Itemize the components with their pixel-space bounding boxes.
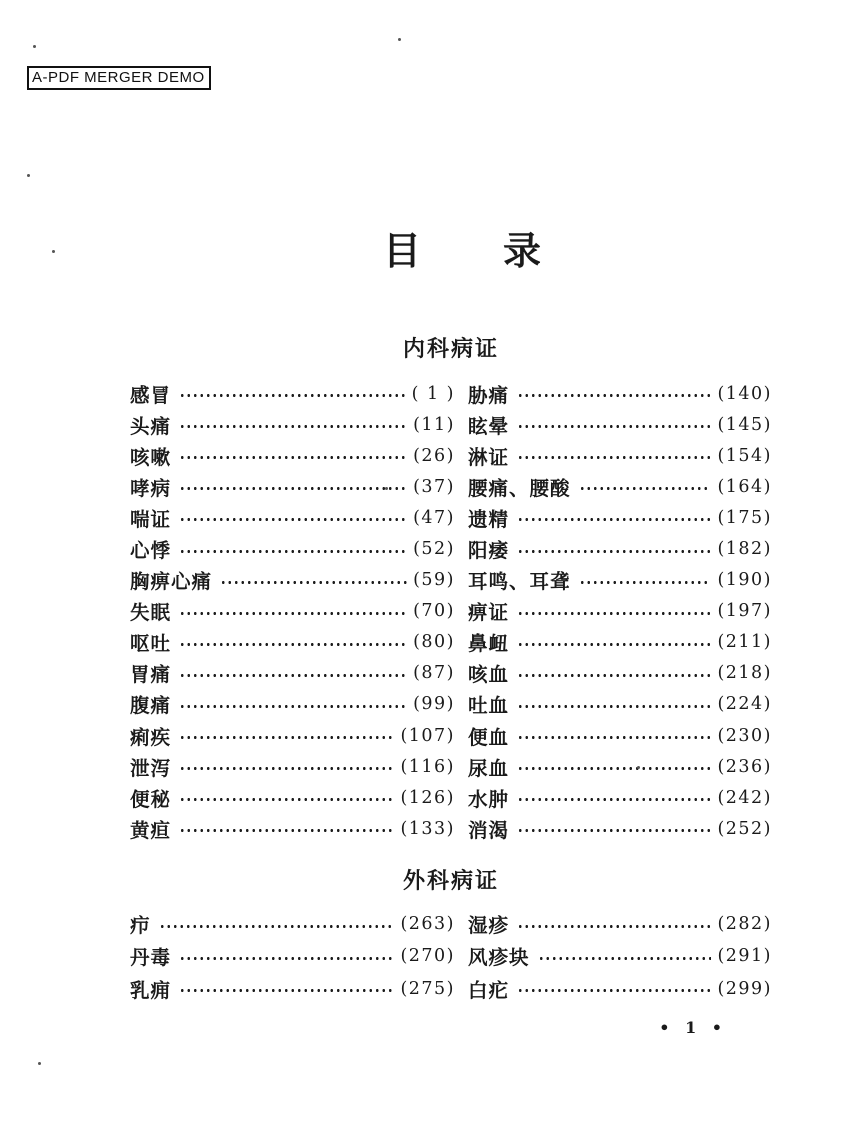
toc-entry [468, 813, 772, 844]
toc-entry-page: (242) [717, 787, 772, 808]
dot-leader [577, 579, 712, 585]
toc-entry-label: 头痛 [130, 414, 172, 438]
dot-leader [536, 955, 712, 961]
dot-leader [177, 517, 407, 523]
toc-entry [130, 782, 455, 813]
toc-entry [130, 973, 455, 1005]
toc-entry [468, 689, 772, 720]
scan-speck [27, 174, 30, 177]
dot-leader [515, 923, 711, 929]
toc-entry [468, 409, 772, 440]
toc-entry-label: 白疕 [468, 978, 510, 1002]
toc-entry [468, 565, 772, 596]
toc-entry-label: 泄泻 [130, 756, 172, 780]
dot-leader [177, 455, 407, 461]
toc-entry-label: 水肿 [468, 787, 510, 811]
toc-entry-label: 丹毒 [130, 946, 172, 970]
toc-entry-page: (116) [400, 756, 455, 777]
toc-entry-label: 腹痛 [130, 694, 172, 718]
toc-entry-label: 眩晕 [468, 414, 510, 438]
page-title: 目 录 [382, 228, 543, 273]
toc-column-left [130, 908, 455, 1005]
toc-entry [468, 502, 772, 533]
toc-column-left [130, 378, 455, 844]
toc-entry-page: (52) [413, 539, 455, 560]
toc-entry-label: 胃痛 [130, 663, 172, 687]
toc-entry [468, 720, 772, 751]
toc-entry [468, 658, 772, 689]
toc-entry-page: (263) [400, 914, 455, 935]
toc-entry-label: 黄疸 [130, 818, 172, 842]
toc-entry [468, 596, 772, 627]
toc-entry-label: 失眠 [130, 601, 172, 625]
toc-entry [130, 940, 455, 972]
toc-entry [130, 409, 455, 440]
toc-entry-page: (291) [717, 946, 772, 967]
toc-section-surgery [130, 908, 772, 1005]
dot-leader [177, 672, 407, 678]
toc-entry-label: 阳痿 [468, 539, 510, 563]
dot-leader [157, 923, 395, 929]
dot-leader [177, 393, 406, 399]
toc-entry-page: (87) [413, 663, 455, 684]
toc-entry [468, 908, 772, 940]
toc-entry-page: (154) [717, 445, 772, 466]
toc-entry-page: (70) [413, 601, 455, 622]
dot-leader [515, 988, 711, 994]
toc-column-right [468, 378, 772, 844]
toc-entry [468, 378, 772, 409]
toc-entry-page: (107) [400, 725, 455, 746]
dot-leader [515, 766, 711, 772]
toc-entry-label: 鼻衄 [468, 632, 510, 656]
toc-entry-page: (26) [413, 445, 455, 466]
toc-entry-page: (80) [413, 632, 455, 653]
dot-leader [177, 735, 394, 741]
dot-leader [577, 486, 712, 492]
toc-entry-label: 胁痛 [468, 383, 510, 407]
scan-speck [33, 45, 36, 48]
toc-entry-label: 遗精 [468, 507, 510, 531]
toc-entry-page: (252) [717, 818, 772, 839]
dot-leader [177, 548, 407, 554]
scan-speck [38, 1062, 41, 1065]
toc-entry-label: 咳嗽 [130, 445, 172, 469]
toc-entry-label: 耳鸣、耳聋 [468, 570, 571, 594]
toc-entry [130, 627, 455, 658]
toc-entry-page: (175) [717, 507, 772, 528]
toc-entry-page: (133) [400, 818, 455, 839]
toc-entry [468, 471, 772, 502]
toc-entry [468, 782, 772, 813]
toc-entry-page: (211) [717, 632, 772, 653]
toc-entry-page: (47) [413, 507, 455, 528]
dot-leader [515, 797, 711, 803]
toc-entry [468, 973, 772, 1005]
scan-speck [637, 766, 640, 769]
toc-section-internal [130, 378, 772, 844]
toc-entry [130, 378, 455, 409]
toc-entry-page: (270) [400, 946, 455, 967]
toc-entry-page: (37) [413, 476, 455, 497]
toc-entry-label: 尿血 [468, 756, 510, 780]
toc-entry-page: (126) [400, 787, 455, 808]
toc-entry [130, 658, 455, 689]
dot-leader [177, 486, 407, 492]
scan-speck [385, 487, 388, 490]
dot-leader [177, 828, 394, 834]
toc-entry-label: 痢疾 [130, 725, 172, 749]
toc-entry-label: 心悸 [130, 539, 172, 563]
toc-entry-page: (275) [400, 978, 455, 999]
toc-entry-page: (218) [717, 663, 772, 684]
toc-entry [468, 440, 772, 471]
toc-entry-label: 咳血 [468, 663, 510, 687]
toc-entry-page: (197) [717, 601, 772, 622]
toc-entry-page: (224) [717, 694, 772, 715]
toc-entry [468, 533, 772, 564]
toc-entry-page: (190) [717, 570, 772, 591]
toc-entry-label: 胸痹心痛 [130, 570, 213, 594]
dot-leader [177, 766, 394, 772]
dot-leader [515, 703, 711, 709]
scan-speck [52, 250, 55, 253]
dot-leader [515, 517, 711, 523]
toc-entry [130, 813, 455, 844]
section-heading-surgery: 外科病证 [402, 869, 499, 894]
dot-leader [515, 641, 711, 647]
toc-entry-label: 喘证 [130, 507, 172, 531]
dot-leader [177, 797, 394, 803]
toc-entry-page: (11) [413, 414, 455, 435]
toc-entry [130, 533, 455, 564]
toc-entry-page: (282) [717, 914, 772, 935]
toc-entry [468, 751, 772, 782]
toc-entry-label: 吐血 [468, 694, 510, 718]
toc-entry [130, 908, 455, 940]
dot-leader [177, 641, 407, 647]
dot-leader [177, 703, 407, 709]
dot-leader [177, 988, 394, 994]
dot-leader [515, 393, 711, 399]
toc-entry [130, 502, 455, 533]
toc-column-right [468, 908, 772, 1005]
dot-leader [177, 955, 394, 961]
toc-entry-label: 湿疹 [468, 914, 510, 938]
toc-entry-page: (140) [717, 383, 772, 404]
toc-entry-label: 便秘 [130, 787, 172, 811]
toc-entry-label: 疖 [130, 914, 151, 938]
toc-entry-label: 腰痛、腰酸 [468, 476, 571, 500]
toc-entry-label: 痹证 [468, 601, 510, 625]
toc-entry [468, 940, 772, 972]
toc-entry-page: (164) [717, 476, 772, 497]
scan-speck [398, 38, 401, 41]
dot-leader [515, 610, 711, 616]
toc-entry [130, 596, 455, 627]
pdf-merger-watermark: A-PDF MERGER DEMO [27, 66, 211, 90]
toc-entry [468, 627, 772, 658]
dot-leader [515, 424, 711, 430]
toc-entry-label: 淋证 [468, 445, 510, 469]
toc-entry [130, 720, 455, 751]
toc-entry-page: (182) [717, 539, 772, 560]
toc-entry-page: (236) [717, 756, 772, 777]
toc-entry [130, 471, 455, 502]
dot-leader [218, 579, 407, 585]
dot-leader [515, 828, 711, 834]
toc-entry-label: 消渴 [468, 818, 510, 842]
section-heading-internal-medicine: 内科病证 [402, 337, 499, 362]
toc-entry-label: 感冒 [130, 383, 172, 407]
toc-entry [130, 751, 455, 782]
toc-entry-page: (59) [413, 570, 455, 591]
dot-leader [515, 735, 711, 741]
toc-entry-label: 呕吐 [130, 632, 172, 656]
dot-leader [515, 455, 711, 461]
toc-entry [130, 565, 455, 596]
toc-entry-label: 哮病 [130, 476, 172, 500]
toc-entry-page: (99) [413, 694, 455, 715]
toc-entry-label: 便血 [468, 725, 510, 749]
dot-leader [177, 424, 407, 430]
dot-leader [515, 548, 711, 554]
dot-leader [177, 610, 407, 616]
toc-entry-label: 乳痈 [130, 978, 172, 1002]
toc-entry-page: (145) [717, 414, 772, 435]
toc-entry-page: (230) [717, 725, 772, 746]
toc-entry [130, 689, 455, 720]
page-number-footer: • 1 • [659, 1018, 727, 1037]
toc-entry-page: ( 1 ) [411, 383, 455, 404]
dot-leader [515, 672, 711, 678]
toc-entry-page: (299) [717, 978, 772, 999]
toc-entry-label: 风疹块 [468, 946, 530, 970]
toc-entry [130, 440, 455, 471]
